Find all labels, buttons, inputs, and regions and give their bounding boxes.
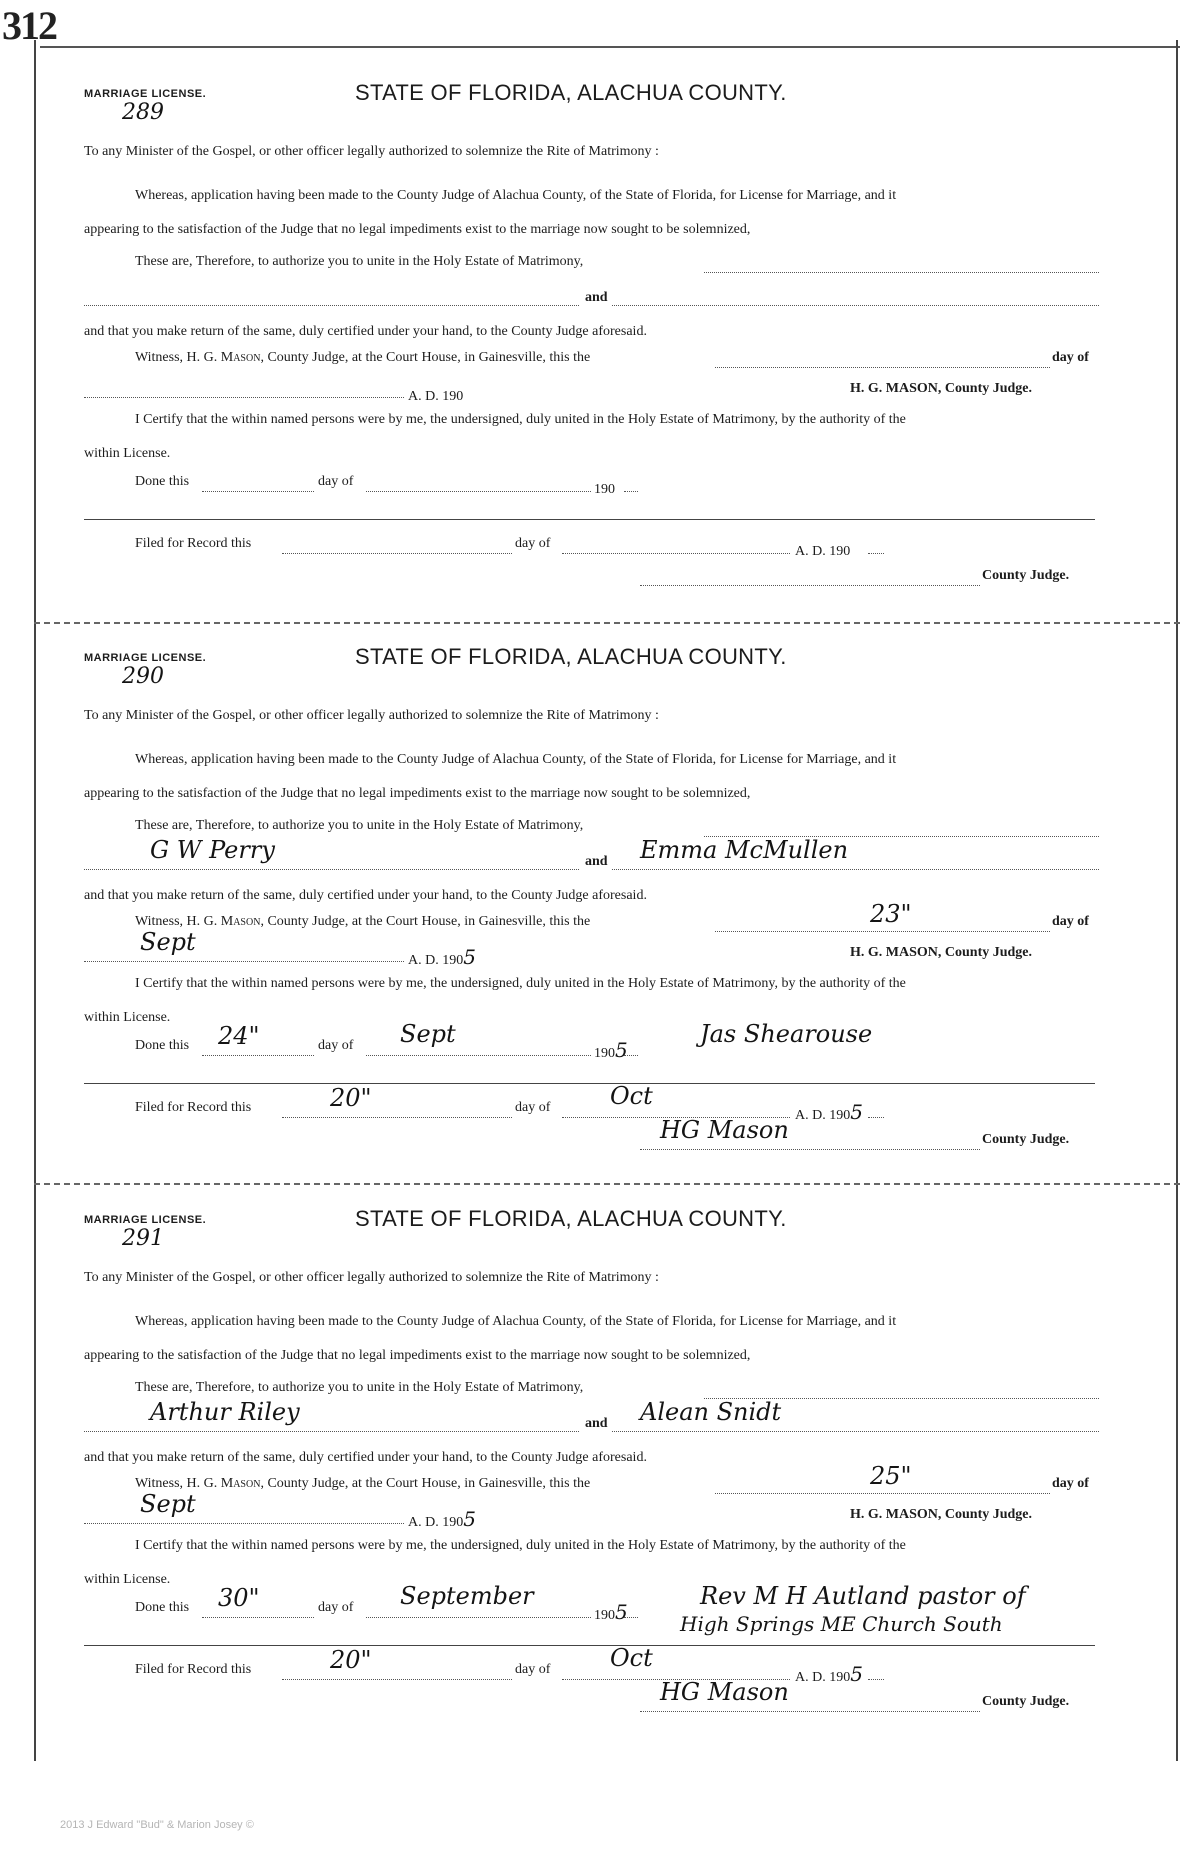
witness-month-blank: [84, 960, 404, 962]
ad-year-label: A. D. 1905: [408, 1507, 476, 1531]
witness-day-blank: [715, 930, 1050, 932]
done-year-digit: 5: [615, 1038, 628, 1062]
officiant-line-1: Jas Shearouse: [700, 1020, 873, 1048]
filed-year-digit: 5: [850, 1662, 863, 1686]
filed-for-record-label: Filed for Record this: [135, 536, 252, 551]
witness-month: Sept: [140, 928, 196, 956]
officiant-line-2: High Springs ME Church South: [680, 1612, 1003, 1636]
whereas-line-1: Whereas, application having been made to the County Judge of Alachua County, of the State of Florida, for License for Marriage, and it: [135, 752, 897, 767]
ad-year-digit: 5: [463, 1507, 476, 1531]
marriage-license-form: [0, 1180, 1200, 1740]
license-label: MARRIAGE LICENSE.: [84, 88, 207, 100]
filed-signature-blank: [640, 1148, 980, 1150]
address-line: To any Minister of the Gospel, or other officer legally authorized to solemnize the Rite of Matrimony :: [84, 144, 659, 159]
county-judge-label: County Judge.: [982, 1694, 1070, 1709]
bride-name: Alean Snidt: [640, 1398, 782, 1426]
officiant-line-1: Rev M H Autland pastor of: [700, 1582, 1026, 1610]
these-are-line: These are, Therefore, to authorize you to unite in the Holy Estate of Matrimony,: [135, 254, 584, 269]
filed-day-blank: [282, 552, 512, 554]
and-word: and: [585, 1416, 608, 1431]
address-line: To any Minister of the Gospel, or other officer legally authorized to solemnize the Rite of Matrimony :: [84, 708, 659, 723]
filed-separator-line: [84, 1645, 1095, 1646]
filed-year-label: A. D. 190: [795, 544, 851, 559]
license-label: MARRIAGE LICENSE.: [84, 1214, 207, 1226]
filed-signature-blank: [640, 1710, 980, 1712]
filed-year-label: A. D. 1905: [795, 1662, 863, 1686]
license-number: 291: [122, 1226, 164, 1251]
done-day-of-label: day of: [318, 1038, 354, 1053]
filed-separator-line: [84, 519, 1095, 520]
witness-line: Witness, H. G. Mason, County Judge, at the Court House, in Gainesville, this the: [135, 1476, 591, 1491]
page-number: 312: [2, 3, 56, 48]
copyright-notice: 2013 J Edward "Bud" & Marion Josey ©: [60, 1819, 254, 1831]
done-month: Sept: [400, 1020, 456, 1048]
county-judge-label: County Judge.: [982, 1132, 1070, 1147]
ad-year-digit: 5: [463, 945, 476, 969]
witness-day: 25": [870, 1462, 912, 1490]
county-judge-label: County Judge.: [982, 568, 1070, 583]
done-day-blank: [202, 1616, 314, 1618]
marriage-license-form: [0, 618, 1200, 1178]
filed-day-of-label: day of: [515, 1662, 551, 1677]
witness-day-blank: [715, 1492, 1050, 1494]
groom-name: Arthur Riley: [150, 1398, 300, 1426]
filed-year-blank: [868, 1116, 884, 1118]
done-day-of-label: day of: [318, 1600, 354, 1615]
groom-name: G W Perry: [150, 836, 275, 864]
filed-year-digit: 5: [850, 1100, 863, 1124]
filed-day-of-label: day of: [515, 536, 551, 551]
filed-year-blank: [868, 552, 884, 554]
license-label: MARRIAGE LICENSE.: [84, 652, 207, 664]
witness-line: Witness, H. G. Mason, County Judge, at the Court House, in Gainesville, this the: [135, 350, 591, 365]
certify-line-2: within License.: [84, 1572, 171, 1587]
filed-day: 20": [330, 1646, 372, 1674]
done-this-label: Done this: [135, 474, 190, 489]
ad-year-label: A. D. 190: [408, 389, 464, 404]
filed-month-blank: [562, 552, 790, 554]
done-year-label: 1905: [594, 1038, 628, 1062]
filed-day: 20": [330, 1084, 372, 1112]
filed-year-label: A. D. 1905: [795, 1100, 863, 1124]
marriage-license-form: [0, 54, 1200, 614]
and-word: and: [585, 854, 608, 869]
these-are-line: These are, Therefore, to authorize you to unite in the Holy Estate of Matrimony,: [135, 1380, 584, 1395]
done-day-blank: [202, 1054, 314, 1056]
done-year-label: 1905: [594, 1600, 628, 1624]
witness-day-blank: [715, 366, 1050, 368]
whereas-line-2: appearing to the satisfaction of the Judge that no legal impediments exist to the marriage now sought to be solemnized,: [84, 786, 751, 801]
done-day: 24": [218, 1022, 260, 1050]
filed-for-record-label: Filed for Record this: [135, 1662, 252, 1677]
done-this-label: Done this: [135, 1600, 190, 1615]
certify-line-2: within License.: [84, 1010, 171, 1025]
done-year-digit: 5: [615, 1600, 628, 1624]
certify-line-1: I Certify that the within named persons were by me, the undersigned, duly united in the Holy Estate of Matrimony, by the authority of the: [135, 976, 906, 991]
done-this-label: Done this: [135, 1038, 190, 1053]
done-month-blank: [366, 490, 591, 492]
done-year-blank: [624, 490, 638, 492]
done-month-blank: [366, 1054, 591, 1056]
these-are-line: These are, Therefore, to authorize you to unite in the Holy Estate of Matrimony,: [135, 818, 584, 833]
done-day-of-label: day of: [318, 474, 354, 489]
whereas-line-2: appearing to the satisfaction of the Judge that no legal impediments exist to the marriage now sought to be solemnized,: [84, 222, 751, 237]
done-year-blank: [624, 1616, 638, 1618]
filed-day-blank: [282, 1678, 512, 1680]
witness-month-blank: [84, 1522, 404, 1524]
bride-blank: [612, 304, 1099, 306]
filed-month: Oct: [610, 1644, 653, 1672]
filed-signature: HG Mason: [660, 1678, 789, 1706]
ad-year-label: A. D. 1905: [408, 945, 476, 969]
filed-month: Oct: [610, 1082, 653, 1110]
state-title: STATE OF FLORIDA, ALACHUA COUNTY.: [355, 80, 787, 105]
done-day-blank: [202, 490, 314, 492]
address-line: To any Minister of the Gospel, or other officer legally authorized to solemnize the Rite of Matrimony :: [84, 1270, 659, 1285]
filed-signature: HG Mason: [660, 1116, 789, 1144]
groom-blank: [84, 868, 579, 870]
filed-signature-blank: [640, 584, 980, 586]
judge-signature-line: H. G. MASON, County Judge.: [850, 1507, 1033, 1522]
filed-for-record-label: Filed for Record this: [135, 1100, 252, 1115]
filed-day-blank: [282, 1116, 512, 1118]
state-title: STATE OF FLORIDA, ALACHUA COUNTY.: [355, 1206, 787, 1231]
witness-day: 23": [870, 900, 912, 928]
groom-blank: [84, 304, 579, 306]
these-are-blank: [704, 271, 1099, 273]
filed-day-of-label: day of: [515, 1100, 551, 1115]
certify-line-1: I Certify that the within named persons were by me, the undersigned, duly united in the Holy Estate of Matrimony, by the authority of the: [135, 1538, 906, 1553]
top-border: [40, 46, 1180, 48]
day-of-label: day of: [1052, 1476, 1089, 1491]
bride-blank: [612, 1430, 1099, 1432]
witness-month-blank: [84, 396, 404, 398]
day-of-label: day of: [1052, 350, 1089, 365]
certify-line-1: I Certify that the within named persons were by me, the undersigned, duly united in the Holy Estate of Matrimony, by the authority of the: [135, 412, 906, 427]
return-line: and that you make return of the same, duly certified under your hand, to the County Judge aforesaid.: [84, 324, 647, 339]
and-word: and: [585, 290, 608, 305]
return-line: and that you make return of the same, duly certified under your hand, to the County Judge aforesaid.: [84, 888, 647, 903]
done-day: 30": [218, 1584, 260, 1612]
certify-line-2: within License.: [84, 446, 171, 461]
filed-year-blank: [868, 1678, 884, 1680]
filed-separator-line: [84, 1083, 1095, 1084]
done-month: September: [400, 1582, 534, 1610]
witness-month: Sept: [140, 1490, 196, 1518]
whereas-line-1: Whereas, application having been made to the County Judge of Alachua County, of the State of Florida, for License for Marriage, and it: [135, 188, 897, 203]
groom-blank: [84, 1430, 579, 1432]
day-of-label: day of: [1052, 914, 1089, 929]
whereas-line-2: appearing to the satisfaction of the Judge that no legal impediments exist to the marriage now sought to be solemnized,: [84, 1348, 751, 1363]
return-line: and that you make return of the same, duly certified under your hand, to the County Judge aforesaid.: [84, 1450, 647, 1465]
done-year-label: 190: [594, 482, 615, 497]
whereas-line-1: Whereas, application having been made to the County Judge of Alachua County, of the State of Florida, for License for Marriage, and it: [135, 1314, 897, 1329]
license-number: 290: [122, 664, 164, 689]
bride-name: Emma McMullen: [640, 836, 849, 864]
done-year-blank: [624, 1054, 638, 1056]
judge-signature-line: H. G. MASON, County Judge.: [850, 381, 1033, 396]
state-title: STATE OF FLORIDA, ALACHUA COUNTY.: [355, 644, 787, 669]
done-month-blank: [366, 1616, 591, 1618]
bride-blank: [612, 868, 1099, 870]
license-number: 289: [122, 100, 164, 125]
witness-line: Witness, H. G. Mason, County Judge, at the Court House, in Gainesville, this the: [135, 914, 591, 929]
judge-signature-line: H. G. MASON, County Judge.: [850, 945, 1033, 960]
